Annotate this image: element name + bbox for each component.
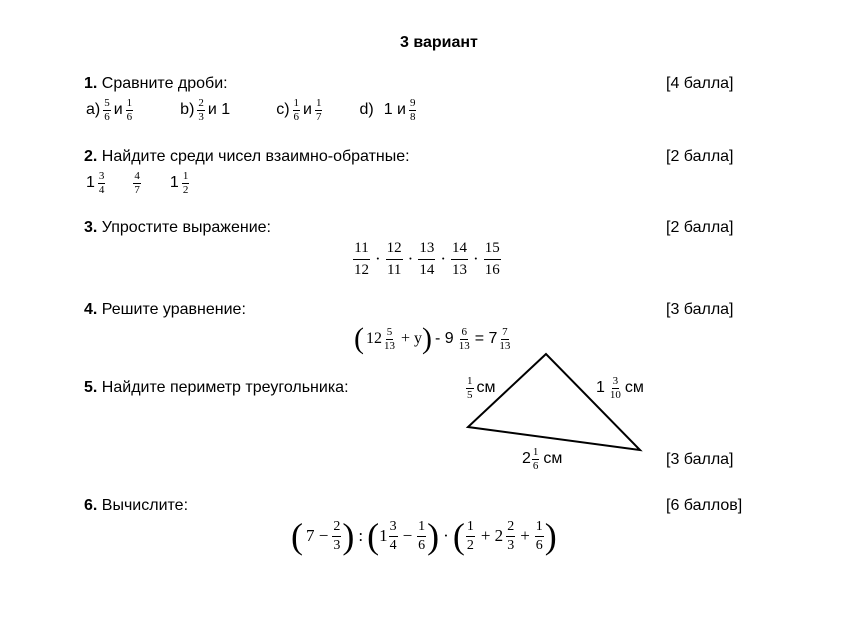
q4-frac-3-den: 13 bbox=[499, 339, 511, 352]
q6-frac-e-num: 2 bbox=[506, 520, 515, 537]
q4-lparen: ( bbox=[354, 322, 364, 355]
q1-c-frac1-den: 6 bbox=[293, 110, 300, 123]
q6-heading bbox=[84, 497, 188, 515]
q4-frac-2-den: 13 bbox=[458, 339, 470, 352]
q1-a-frac1-num: 5 bbox=[104, 96, 110, 109]
q2-number: 2. bbox=[84, 148, 98, 165]
q1-c-frac2-den: 7 bbox=[315, 110, 322, 123]
q1-b-rest: и 1 bbox=[207, 101, 231, 118]
q6-frac-d bbox=[466, 520, 475, 553]
q3-text: Упростите выражение: bbox=[101, 219, 271, 236]
q6-frac-c-num: 1 bbox=[417, 520, 426, 537]
q6-frac-a bbox=[332, 520, 341, 553]
q5-number: 5. bbox=[84, 379, 98, 396]
q1-number: 1. bbox=[84, 75, 98, 92]
q3-frac-5-num: 15 bbox=[484, 241, 501, 260]
q2-n2-num: 4 bbox=[134, 169, 140, 182]
q1-b-label: b) bbox=[180, 101, 195, 118]
q5-side-left-frac bbox=[466, 376, 474, 401]
q6-frac-e-den: 3 bbox=[507, 537, 515, 553]
q2-points: [2 балла] bbox=[666, 148, 734, 165]
q6-frac-c-den: 6 bbox=[418, 537, 426, 553]
q1-a-and: и bbox=[113, 101, 123, 118]
q6-frac-e bbox=[506, 520, 515, 553]
q6-colon: : bbox=[358, 526, 364, 545]
q4-rparen: ) bbox=[422, 322, 433, 355]
q2-n3-num: 1 bbox=[182, 169, 189, 182]
q6-text: Вычислите: bbox=[101, 497, 189, 514]
q6-frac-d-den: 2 bbox=[466, 537, 474, 553]
q4-text: Решите уравнение: bbox=[101, 301, 246, 318]
q1-text: Сравните дроби: bbox=[101, 75, 228, 92]
q6-frac-c bbox=[417, 520, 426, 553]
q2-n1-whole: 1 bbox=[86, 174, 95, 191]
q2-n1-num: 3 bbox=[98, 169, 105, 182]
q5-side-bottom-frac bbox=[532, 447, 540, 472]
q6-frac-d-num: 1 bbox=[466, 520, 475, 537]
q6-frac-a-num: 2 bbox=[332, 520, 341, 537]
q6-minus: − bbox=[402, 526, 413, 545]
q5-side-bottom-num: 1 bbox=[532, 445, 539, 458]
q6-lparen-3: ( bbox=[452, 516, 465, 556]
q2-n2-den: 7 bbox=[134, 183, 140, 196]
q1-d-frac-den: 8 bbox=[409, 110, 416, 123]
q6-plus: + bbox=[520, 526, 530, 545]
q5-side-right-frac bbox=[609, 376, 622, 401]
q3-frac-2-den: 11 bbox=[386, 261, 402, 278]
q3-number: 3. bbox=[84, 219, 98, 236]
q6-frac-b bbox=[389, 520, 398, 553]
q3-frac-1-num: 11 bbox=[353, 241, 369, 260]
q6-rparen-1: ) bbox=[342, 516, 355, 556]
q6-whole-b: 1 bbox=[379, 526, 388, 545]
q6-frac-f-num: 1 bbox=[535, 520, 544, 537]
q1-b-frac1-num: 2 bbox=[198, 96, 204, 109]
q4-frac-2-num: 6 bbox=[461, 325, 467, 338]
q5-side-right-label bbox=[596, 372, 644, 404]
q4-equals: = 7 bbox=[474, 330, 498, 347]
q3-dot-1: · bbox=[375, 249, 381, 268]
q1-points: [4 балла] bbox=[666, 75, 734, 92]
q5-side-left-unit: см bbox=[476, 379, 496, 396]
q6-rparen-2: ) bbox=[427, 516, 440, 556]
q6-frac-b-num: 3 bbox=[389, 520, 398, 537]
q5-side-left-den: 5 bbox=[467, 388, 473, 401]
q1-a-frac2-den: 6 bbox=[126, 110, 133, 123]
q6-plus-two: + 2 bbox=[480, 526, 504, 545]
q4-frac-1-den: 13 bbox=[384, 339, 395, 352]
q3-frac-4-den: 13 bbox=[452, 261, 468, 278]
q5-side-bottom-unit: см bbox=[543, 450, 563, 467]
q1-d-pre: 1 и bbox=[383, 101, 406, 118]
q6-frac-a-den: 3 bbox=[333, 537, 341, 553]
q1-c-frac1-num: 1 bbox=[293, 96, 300, 109]
q1-a-frac2-num: 1 bbox=[126, 96, 133, 109]
q6-number: 6. bbox=[84, 497, 98, 514]
q4-points: [3 балла] bbox=[666, 301, 734, 318]
q3-frac-3-den: 14 bbox=[419, 261, 435, 278]
q1-d-label: d) bbox=[359, 101, 374, 118]
q4-frac-1-num: 5 bbox=[386, 325, 393, 338]
q5-points: [3 балла] bbox=[666, 451, 734, 468]
q5-side-right-num: 3 bbox=[612, 374, 619, 387]
q2-text: Найдите среди чисел взаимно-обратные: bbox=[101, 148, 410, 165]
q5-side-bottom-label bbox=[522, 443, 562, 475]
q4-whole-1: 12 bbox=[366, 330, 382, 347]
q3-frac-1-den: 12 bbox=[354, 261, 369, 278]
q1-d-frac-num: 9 bbox=[409, 96, 416, 109]
q3-frac-2-num: 12 bbox=[386, 241, 403, 260]
q5-side-right-unit: см bbox=[624, 379, 644, 396]
q6-expression bbox=[291, 513, 557, 559]
q5-side-left-label bbox=[465, 372, 496, 404]
q6-lparen-1: ( bbox=[291, 516, 303, 556]
q1-c-label: c) bbox=[276, 101, 290, 118]
q1-c-and: и bbox=[303, 101, 312, 118]
q5-side-right-whole: 1 bbox=[596, 379, 605, 396]
q3-dot-3: · bbox=[440, 249, 447, 268]
q5-side-bottom-den: 6 bbox=[532, 459, 539, 472]
q1-a-frac1-den: 6 bbox=[104, 110, 110, 123]
q5-side-bottom-whole: 2 bbox=[522, 450, 531, 467]
q3-frac-5-den: 16 bbox=[484, 261, 500, 278]
q2-n3-whole: 1 bbox=[169, 174, 179, 191]
q3-frac-4-num: 14 bbox=[451, 241, 468, 260]
q4-number: 4. bbox=[84, 301, 98, 318]
page-title: 3 вариант bbox=[400, 34, 478, 51]
q1-a-label: a) bbox=[86, 101, 101, 118]
q6-lparen-2: ( bbox=[367, 516, 380, 556]
q6-frac-b-den: 4 bbox=[389, 537, 397, 553]
q1-b-frac1-den: 3 bbox=[198, 110, 204, 123]
q3-dot-2: · bbox=[407, 249, 414, 268]
q3-dot-4: · bbox=[473, 249, 479, 268]
q6-points: [6 баллов] bbox=[666, 497, 743, 514]
q5-text: Найдите периметр треугольника: bbox=[101, 379, 349, 396]
q2-n3-den: 2 bbox=[182, 183, 189, 196]
q4-frac-3-num: 7 bbox=[502, 325, 508, 338]
q3-frac-3-num: 13 bbox=[418, 241, 435, 260]
q6-frac-f-den: 6 bbox=[535, 537, 543, 553]
q6-seven-minus: 7 − bbox=[306, 526, 329, 545]
q6-dot: · bbox=[443, 526, 449, 545]
q3-points: [2 балла] bbox=[666, 219, 734, 236]
q4-minus: - 9 bbox=[435, 330, 454, 347]
q5-side-left-num: 1 bbox=[467, 374, 473, 387]
q4-plus-y: + y bbox=[401, 330, 423, 347]
q5-side-right-den: 10 bbox=[609, 388, 621, 401]
q1-c-frac2-num: 1 bbox=[315, 96, 322, 109]
q2-n1-den: 4 bbox=[98, 183, 105, 196]
q6-rparen-3: ) bbox=[544, 516, 557, 556]
q6-frac-f bbox=[535, 520, 544, 553]
